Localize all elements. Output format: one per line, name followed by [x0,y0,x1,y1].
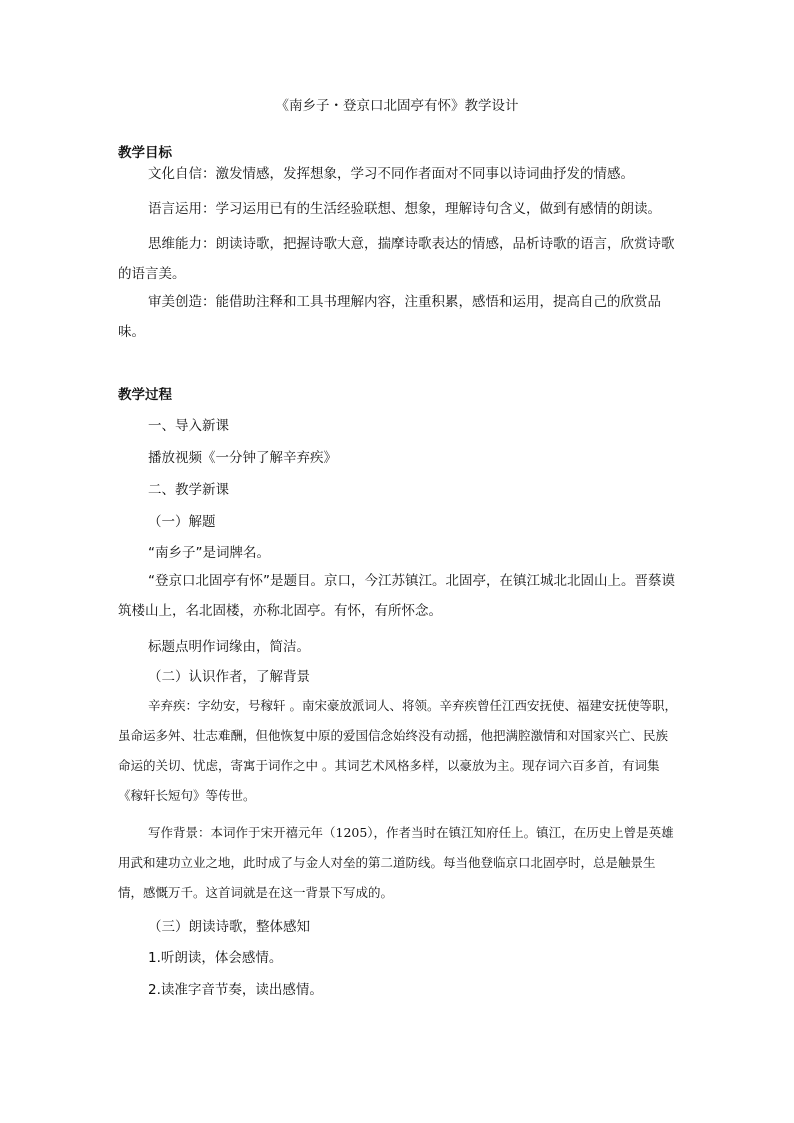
goal-aesthetic [118,287,678,347]
goal-culture-text: 文化自信：激发情感，发挥想象，学习不同作者面对不同事以诗词曲抒发的情感。 [148,166,634,182]
goal-language [118,194,678,224]
section-new-lesson: 二、教学新课 [148,482,229,498]
writing-background-text: 写作背景：本词作于宋开禧元年（1205），作者当时在镇江知府任上。镇江，在历史上曾是英雄用武和建功立业之地，此时成了与金人对垒的第二道防线。每当他登临京口北固亭时，总是触景生情，感慨万千。这首词就是在这一背景下写成的。 [118,825,674,900]
author-intro [118,691,678,811]
goal-language-text: 语言运用：学习运用已有的生活经验联想、想象，理解诗句含义，做到有感情的朗读。 [148,201,661,217]
author-intro-text: 辛弃疾：字幼安，号稼轩 。南宋豪放派词人、将领。辛弃疾曾任江西安抚使、福建安抚使等职，虽命运多舛、壮志难酬，但他恢复中原的爱国信念始终没有动摇，他把满腔激情和对国家兴亡、民族命运的关切、忧虑，寄寓于词作之中 。其词艺术风格多样，以豪放为主。现存词六百多首，有词集《稼轩长短句》等传世。 [118,698,677,803]
title-explanation [118,566,678,626]
reading-step-2: 2.读准字音节奏，读出感情。 [148,982,323,998]
process-heading: 教学过程 [118,387,172,403]
title-explanation-text: “登京口北固亭有怀”是题目。京口，今江苏镇江。北固亭，在镇江城北北固山上。晋蔡谟筑楼山上，名北固楼，亦称北固亭。有怀，有所怀念。 [118,573,675,619]
subsection-title-analysis: （一）解题 [148,514,216,530]
cipai-note: “南乡子”是词牌名。 [148,545,270,561]
title-summary: 标题点明作词缘由，简洁。 [148,639,310,655]
intro-video: 播放视频《一分钟了解辛弃疾》 [148,450,337,466]
reading-step-1: 1.听朗读，体会感情。 [148,950,283,966]
document-title: 《南乡子・登京口北固亭有怀》教学设计 [275,98,519,114]
goal-culture [118,159,678,189]
writing-background [118,818,678,908]
goal-thinking-text: 思维能力：朗读诗歌，把握诗歌大意，揣摩诗歌表达的情感，品析诗歌的语言，欣赏诗歌的语言美。 [118,236,675,282]
goal-aesthetic-text: 审美创造：能借助注释和工具书理解内容，注重积累，感悟和运用，提高自己的欣赏品味。 [118,294,661,340]
section-intro: 一、导入新课 [148,418,229,434]
subsection-reading: （三）朗读诗歌，整体感知 [148,919,310,935]
goal-thinking [118,229,678,289]
goals-heading: 教学目标 [118,145,172,161]
subsection-author: （二）认识作者，了解背景 [148,669,310,685]
